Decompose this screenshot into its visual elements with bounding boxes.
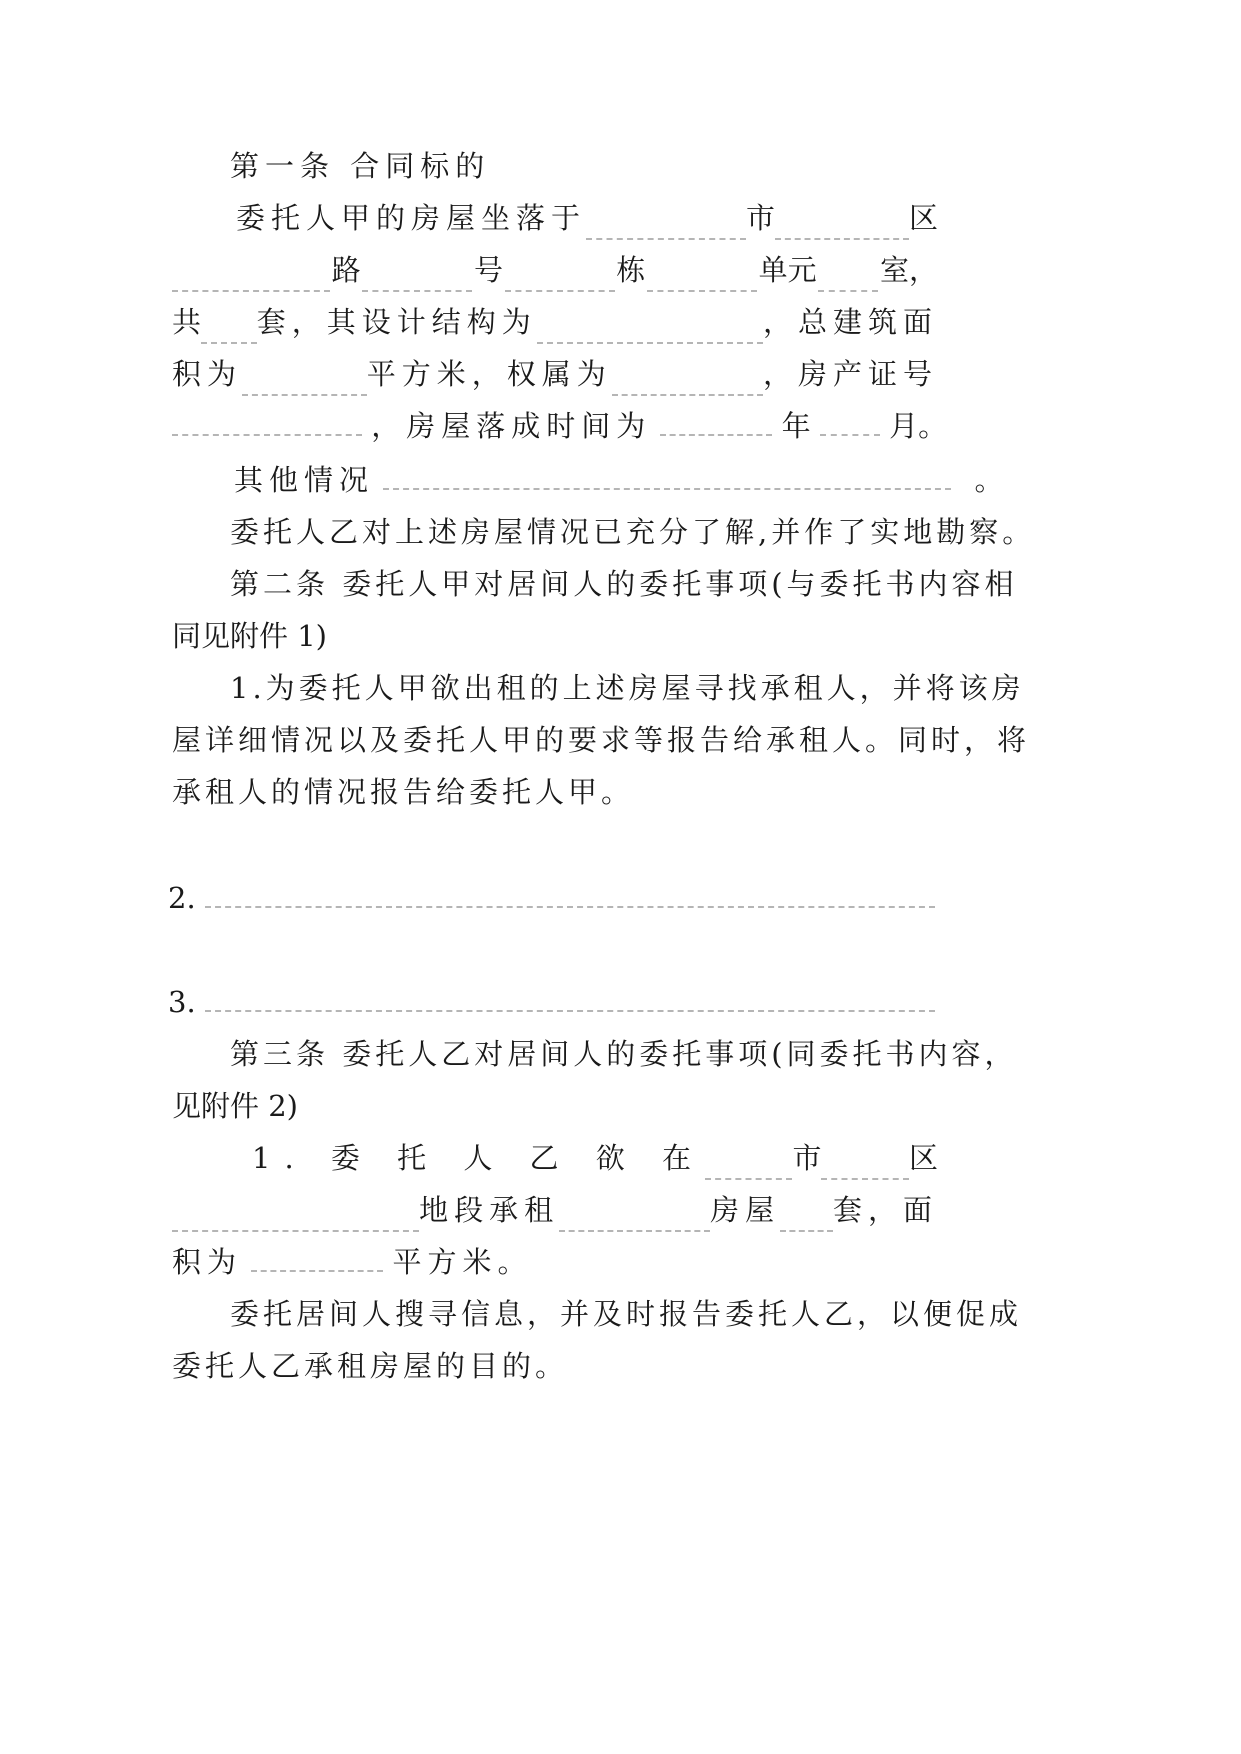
text: ，总建筑面: [762, 305, 938, 339]
article1-heading: [230, 144, 1096, 188]
text: 路: [331, 253, 361, 287]
text: 屋详细情况以及委托人甲的要求等报告给承租人。同时，将: [172, 723, 1031, 757]
blank-structure[interactable]: [537, 312, 763, 344]
text: 区: [909, 201, 939, 235]
blank-room[interactable]: [818, 260, 878, 292]
text: 第三条 委托人乙对居间人的委托事项(同委托书内容，: [230, 1037, 1018, 1071]
text: 号: [473, 253, 503, 287]
text: 2.: [168, 881, 196, 915]
text: 同见附件 1): [172, 619, 327, 653]
text: ，房产证号: [762, 357, 938, 391]
text: 积为: [172, 1245, 243, 1279]
blank-sets[interactable]: [780, 1200, 833, 1232]
text: 。: [974, 463, 1004, 497]
text: 单元: [758, 253, 817, 287]
article2-item1-l3: [172, 770, 1038, 814]
blank-city[interactable]: [586, 208, 746, 240]
blank-other[interactable]: [383, 458, 951, 490]
blank-item2[interactable]: [205, 876, 935, 908]
article1-line3: [172, 300, 938, 344]
text: 3.: [168, 985, 196, 1019]
text: 区: [908, 1141, 938, 1175]
blank-unit[interactable]: [647, 260, 757, 292]
text: 委托人乙对上述房屋情况已充分了解,并作了实地勘察。: [230, 515, 1036, 549]
article1-line5: [172, 404, 1038, 448]
article2-item1-l2: [172, 718, 1038, 762]
text: 市: [746, 201, 776, 235]
article3-search-l2: [172, 1344, 1038, 1388]
article1-line1: [236, 196, 938, 240]
text: 平方米。: [392, 1245, 533, 1279]
article1-line2: [172, 248, 938, 292]
article3-search-l1: [230, 1292, 1096, 1336]
article3-heading: [230, 1032, 1096, 1076]
article2-item3: [168, 980, 1034, 1024]
blank-street[interactable]: [172, 260, 330, 292]
text: 年: [781, 409, 811, 443]
blank-cert-number[interactable]: [172, 404, 362, 436]
text: 共: [172, 305, 202, 339]
article2-item1-l1: [230, 666, 1096, 710]
blank-area[interactable]: [242, 364, 367, 396]
text: 积为: [172, 357, 243, 391]
article1-line4: [172, 352, 938, 396]
blank-item3[interactable]: [205, 980, 935, 1012]
blank-month[interactable]: [820, 404, 880, 436]
text: 其他情况: [234, 463, 375, 497]
article2-heading: [230, 562, 1096, 606]
blank-city[interactable]: [705, 1148, 792, 1180]
article2-heading-cont: [172, 614, 1038, 658]
article1-heading-text: 第一条 合同标的: [230, 149, 491, 183]
text: 套，面: [832, 1193, 938, 1227]
text: 地段承租: [419, 1193, 560, 1227]
text: 1. 委 托 人 乙 欲 在: [252, 1141, 705, 1175]
blank-house-type[interactable]: [559, 1200, 710, 1232]
blank-number[interactable]: [362, 260, 472, 292]
blank-district[interactable]: [775, 208, 909, 240]
text: 1.为委托人甲欲出租的上述房屋寻找承租人，并将该房: [230, 671, 1025, 705]
article3-item1-l2: [172, 1188, 938, 1232]
text: 委托居间人搜寻信息，并及时报告委托人乙，以便促成: [230, 1297, 1023, 1331]
text: 委托人甲的房屋坐落于: [236, 201, 587, 235]
blank-year[interactable]: [660, 404, 772, 436]
article3-item1-l3: [172, 1240, 1038, 1284]
blank-district[interactable]: [821, 1148, 908, 1180]
article1-confirm: [230, 510, 1096, 554]
text: 房屋: [710, 1193, 781, 1227]
blank-ownership[interactable]: [612, 364, 763, 396]
blank-sets[interactable]: [201, 312, 257, 344]
text: 市: [792, 1141, 822, 1175]
text: 第二条 委托人甲对居间人的委托事项(与委托书内容相: [230, 567, 1018, 601]
text: 见附件 2): [172, 1089, 298, 1123]
text: 承租人的情况报告给委托人甲。: [172, 775, 635, 809]
text: 套，其设计结构为: [256, 305, 537, 339]
text: 委托人乙承租房屋的目的。: [172, 1349, 569, 1383]
text: 平方米，权属为: [366, 357, 612, 391]
article2-item2: [168, 876, 1034, 920]
blank-building[interactable]: [505, 260, 615, 292]
text: ，房屋落成时间为: [371, 409, 652, 443]
article1-other: [234, 458, 1100, 502]
article3-heading-cont: [172, 1084, 1038, 1128]
text: 月。: [889, 409, 948, 443]
text: 室，: [879, 253, 938, 287]
blank-area[interactable]: [251, 1240, 383, 1272]
article3-item1-l1: [252, 1136, 938, 1180]
blank-section[interactable]: [172, 1200, 419, 1232]
text: 栋: [616, 253, 646, 287]
